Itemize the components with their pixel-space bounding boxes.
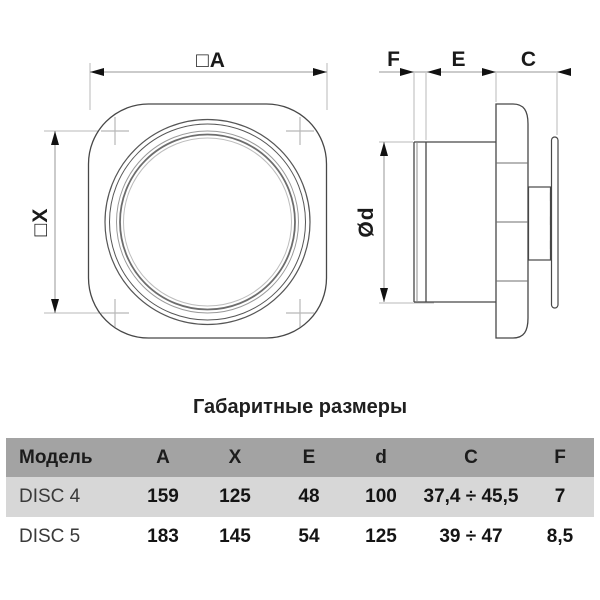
table-title: Габаритные размеры: [192, 396, 408, 418]
model-name: DISC 4: [19, 486, 81, 507]
arrow-up-icon: [380, 142, 388, 156]
side-view-drawing: [355, 48, 571, 338]
dimension-label-a: □A: [196, 49, 226, 72]
column-header-x: X: [228, 446, 242, 468]
value-a: 183: [147, 526, 179, 547]
dimension-label-c: C: [520, 48, 538, 71]
dimension-label-f: F: [387, 48, 401, 71]
arrow-down-icon: [380, 288, 388, 302]
column-header-e: E: [302, 446, 316, 468]
value-x: 125: [219, 486, 251, 507]
dimension-label-x: □X: [29, 207, 52, 237]
value-c: 39 ÷ 47: [439, 526, 503, 547]
arrow-left-icon: [90, 68, 104, 76]
value-a: 159: [147, 486, 179, 507]
dimension-label-e: E: [451, 48, 467, 71]
value-x: 145: [219, 526, 251, 547]
column-header-c: C: [464, 446, 478, 468]
column-header-d: d: [375, 446, 387, 468]
model-name: DISC 5: [19, 526, 81, 547]
value-c: 37,4 ÷ 45,5: [423, 486, 519, 507]
arrow-down-icon: [51, 299, 59, 313]
value-d: 125: [365, 526, 397, 547]
arrow-right-icon: [482, 68, 496, 76]
dimension-label-d: Ød: [355, 206, 378, 238]
fan-body-side: [496, 104, 528, 338]
duct-tube: [414, 142, 496, 302]
table-header-row: [6, 438, 594, 477]
value-f: 7: [554, 486, 566, 507]
dimensions-table: [6, 438, 594, 557]
value-e: 54: [298, 526, 320, 547]
value-e: 48: [298, 486, 320, 507]
arrow-right-icon: [313, 68, 327, 76]
table-row: [6, 517, 594, 557]
column-header-a: A: [156, 446, 170, 468]
column-header-f: F: [554, 446, 566, 468]
front-view-drawing: [29, 49, 327, 338]
front-cover-plate: [552, 137, 559, 308]
fan-front-panel: [89, 104, 327, 338]
arrow-left-icon: [427, 68, 441, 76]
column-header-model: Модель: [19, 446, 93, 468]
arrow-right-icon: [400, 68, 414, 76]
arrow-up-icon: [51, 131, 59, 145]
value-f: 8,5: [546, 526, 574, 547]
arrow-left-icon: [557, 68, 571, 76]
value-d: 100: [365, 486, 397, 507]
table-row: [6, 477, 594, 517]
motor-block: [529, 187, 551, 260]
